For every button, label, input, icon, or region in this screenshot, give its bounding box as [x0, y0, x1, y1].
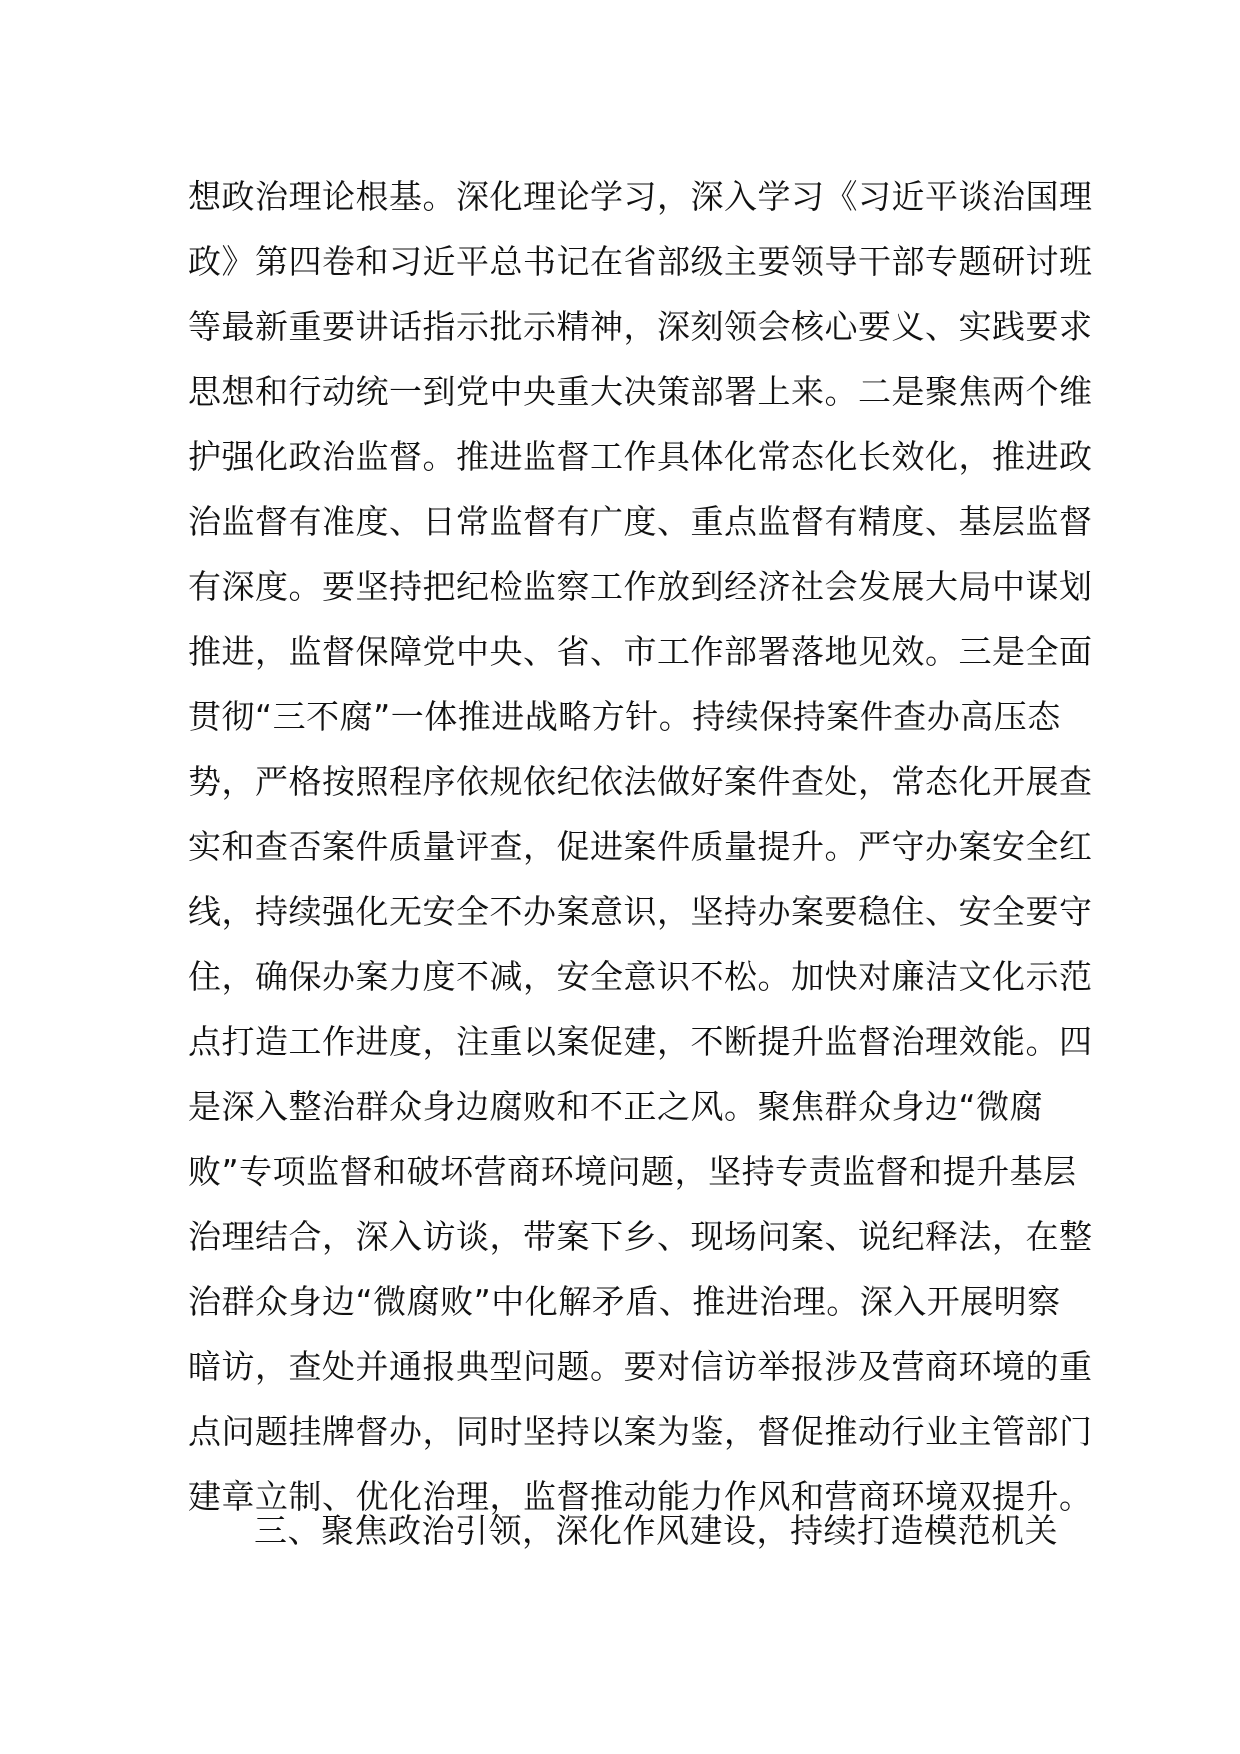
paragraph-line: 实和查否案件质量评查，促进案件质量提升。严守办案安全红 — [188, 827, 1093, 866]
section-heading: 三、聚焦政治引领，深化作风建设，持续打造模范机关 — [254, 1511, 1058, 1550]
paragraph-line: 点问题挂牌督办，同时坚持以案为鉴，督促推动行业主管部门 — [188, 1412, 1093, 1451]
paragraph-line: 建章立制、优化治理，监督推动能力作风和营商环境双提升。 — [188, 1477, 1093, 1516]
paragraph-line: 有深度。要坚持把纪检监察工作放到经济社会发展大局中谋划 — [188, 567, 1093, 606]
paragraph-line: 思想和行动统一到党中央重大决策部署上来。二是聚焦两个维 — [188, 372, 1093, 411]
paragraph-line: 等最新重要讲话指示批示精神，深刻领会核心要义、实践要求 — [188, 307, 1093, 346]
paragraph-line: 贯彻“三不腐”一体推进战略方针。持续保持案件查办高压态 — [188, 697, 1061, 736]
body-paragraph — [188, 164, 1093, 1529]
paragraph-line: 治群众身边“微腐败”中化解矛盾、推进治理。深入开展明察 — [188, 1282, 1061, 1321]
paragraph-line: 势，严格按照程序依规依纪依法做好案件查处，常态化开展查 — [188, 762, 1093, 801]
paragraph-line: 点打造工作进度，注重以案促建，不断提升监督治理效能。四 — [188, 1022, 1093, 1061]
paragraph-line: 败”专项监督和破坏营商环境问题，坚持专责监督和提升基层 — [188, 1152, 1077, 1191]
paragraph-line: 是深入整治群众身边腐败和不正之风。聚焦群众身边“微腐 — [188, 1087, 1044, 1126]
paragraph-line: 政》第四卷和习近平总书记在省部级主要领导干部专题研讨班 — [188, 242, 1093, 281]
paragraph-line: 住，确保办案力度不减，安全意识不松。加快对廉洁文化示范 — [188, 957, 1093, 996]
paragraph-line: 想政治理论根基。深化理论学习，深入学习《习近平谈治国理 — [188, 177, 1093, 216]
paragraph-line: 暗访，查处并通报典型问题。要对信访举报涉及营商环境的重 — [188, 1347, 1093, 1386]
paragraph-line: 治理结合，深入访谈，带案下乡、现场问案、说纪释法，在整 — [188, 1217, 1093, 1256]
paragraph-line: 治监督有准度、日常监督有广度、重点监督有精度、基层监督 — [188, 502, 1093, 541]
paragraph-line: 推进，监督保障党中央、省、市工作部署落地见效。三是全面 — [188, 632, 1093, 671]
paragraph-line: 护强化政治监督。推进监督工作具体化常态化长效化，推进政 — [188, 437, 1093, 476]
paragraph-line: 线，持续强化无安全不办案意识，坚持办案要稳住、安全要守 — [188, 892, 1093, 931]
